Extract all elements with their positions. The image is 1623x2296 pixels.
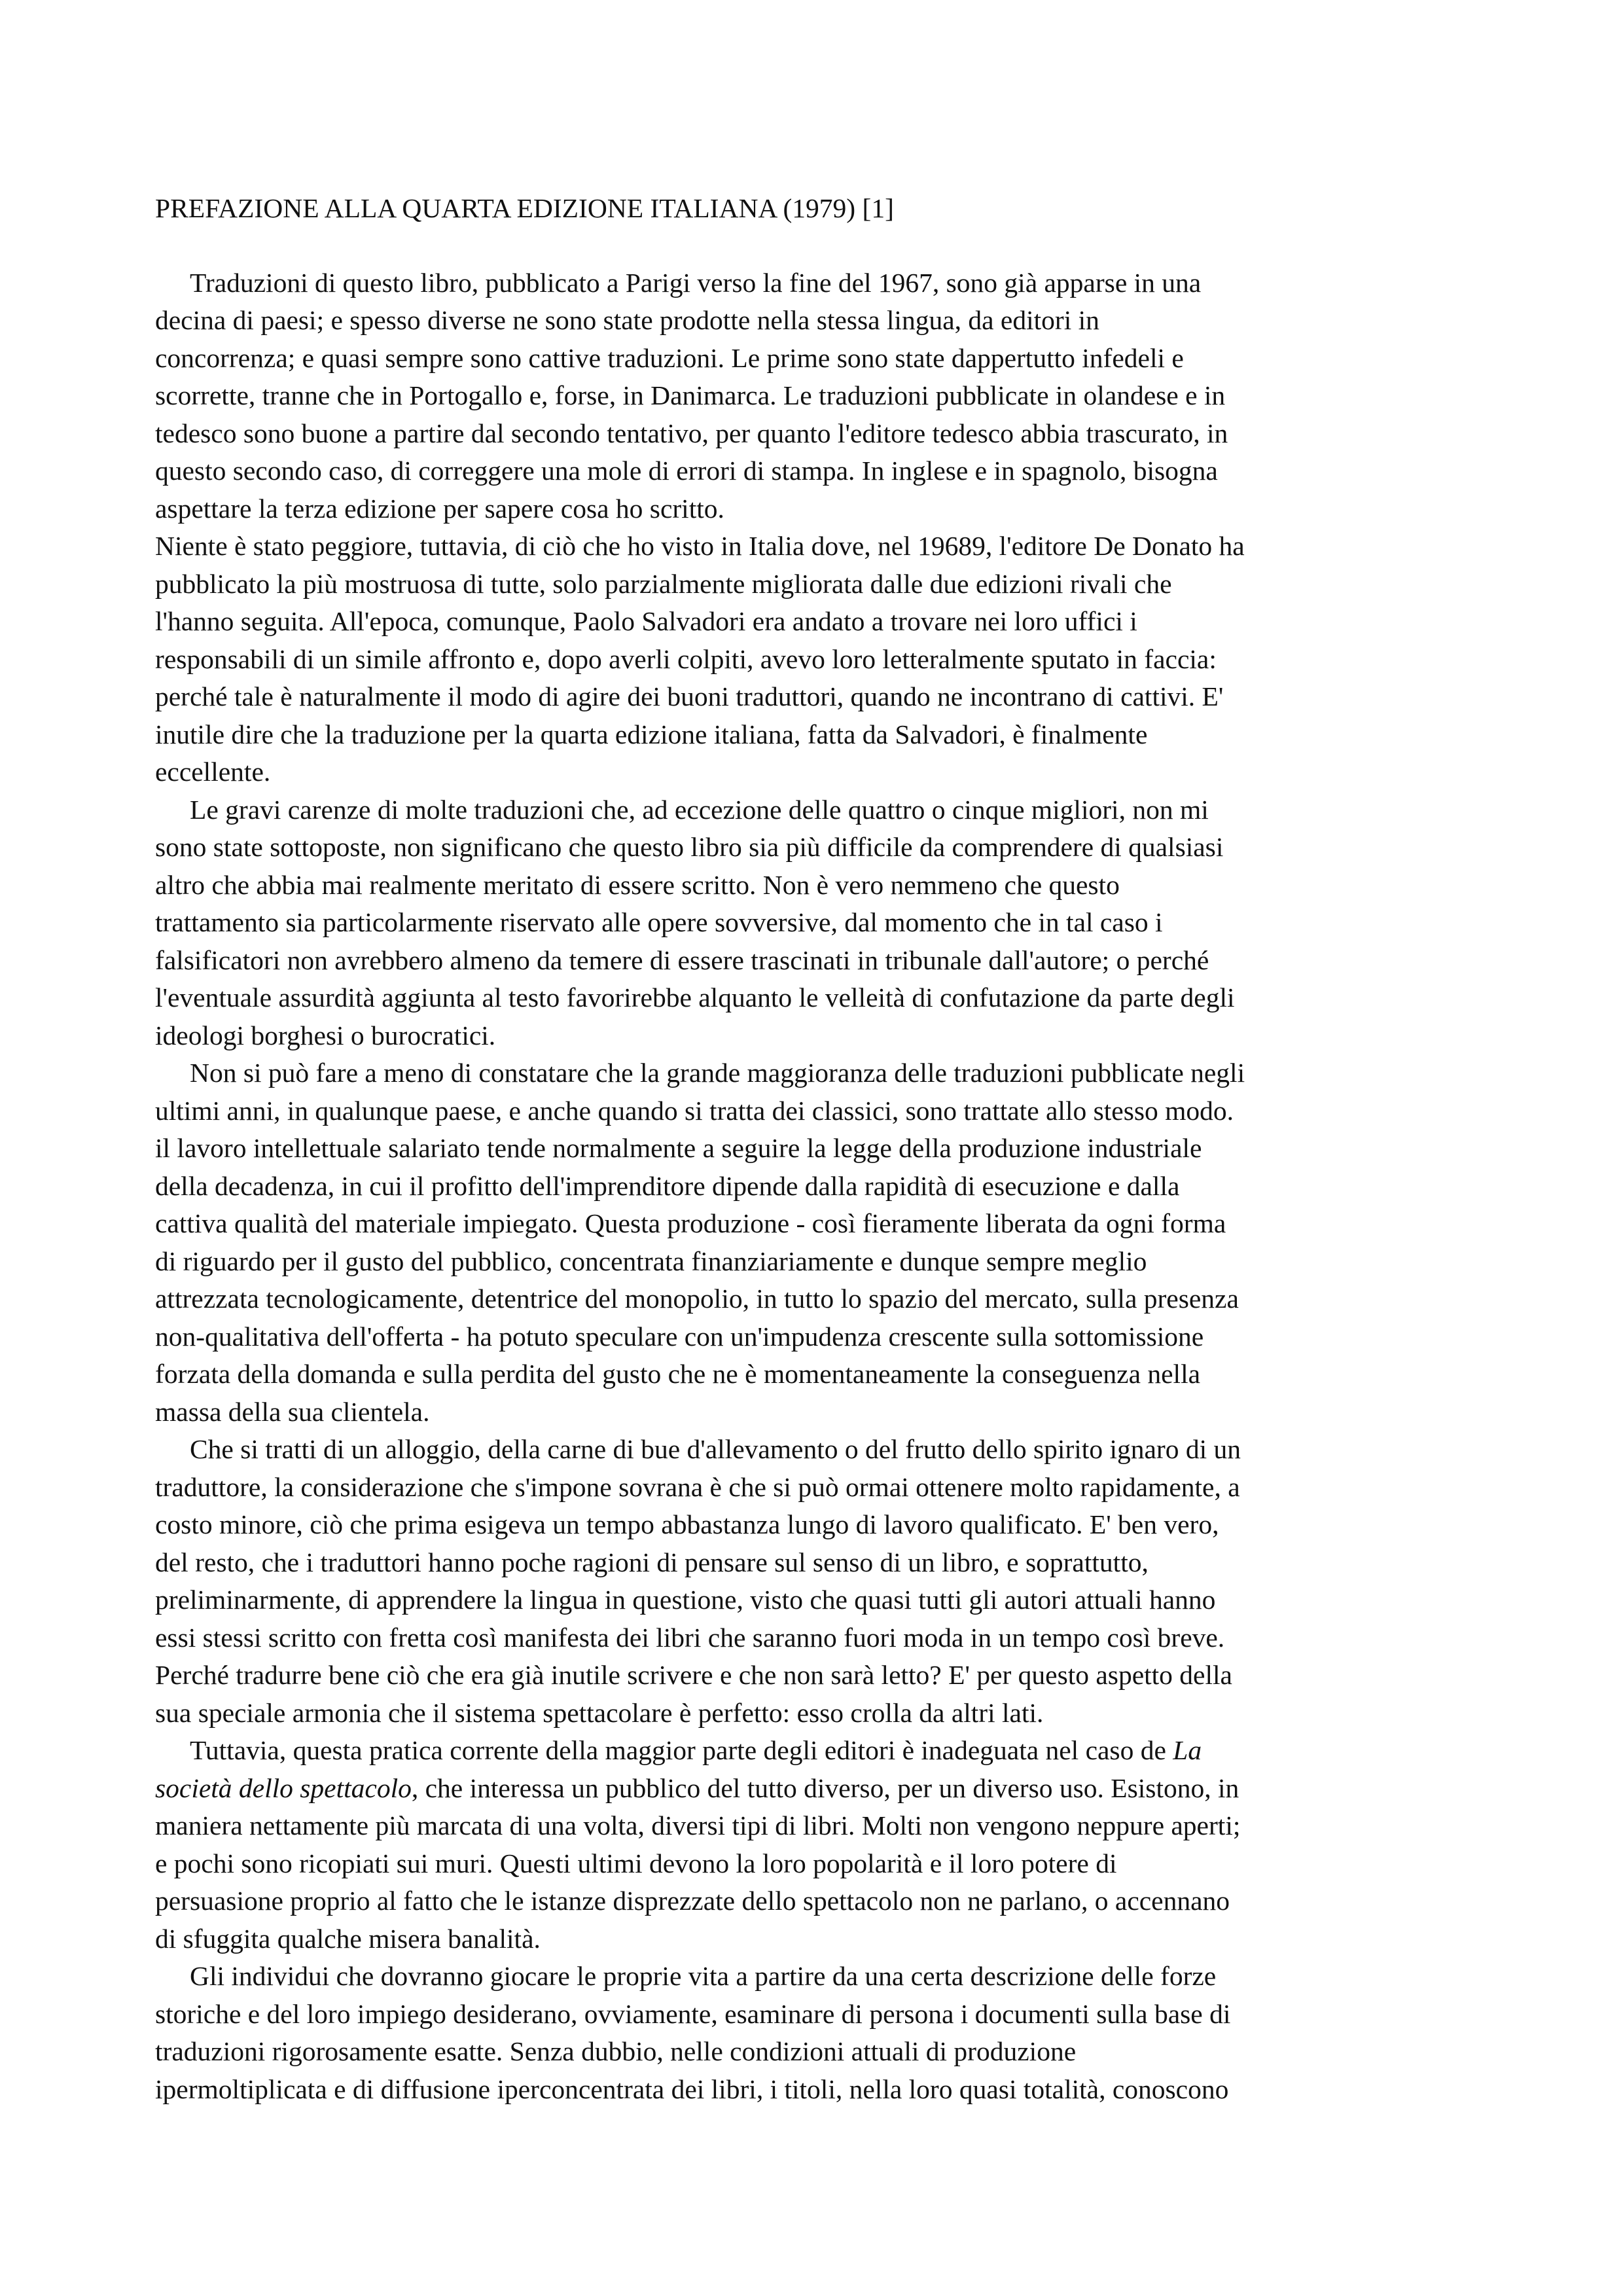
text-line: tedesco sono buone a partire dal secondo tentativo, per quanto l'editore tedesco abbia trascurato, in bbox=[155, 418, 1228, 448]
text-line: aspettare la terza edizione per sapere cosa ho scritto. bbox=[155, 493, 724, 524]
text-line: massa della sua clientela. bbox=[155, 1396, 430, 1427]
text-line: decina di paesi; e spesso diverse ne sono state prodotte nella stessa lingua, da editori in bbox=[155, 305, 1099, 335]
text-line: Tuttavia, questa pratica corrente della maggior parte degli editori è inadeguata nel caso de La bbox=[190, 1735, 1202, 1765]
text-line: altro che abbia mai realmente meritato di essere scritto. Non è vero nemmeno che questo bbox=[155, 869, 1120, 900]
text-line: essi stessi scritto con fretta così manifesta dei libri che saranno fuori moda in un tempo così breve. bbox=[155, 1622, 1225, 1653]
page-title: PREFAZIONE ALLA QUARTA EDIZIONE ITALIANA (1979) [1] bbox=[155, 193, 894, 223]
text-line: di sfuggita qualche misera banalità. bbox=[155, 1923, 541, 1954]
text-line: falsificatori non avrebbero almeno da temere di essere trascinati in tribunale dall'autore; o perché bbox=[155, 944, 1209, 975]
text-line: sua speciale armonia che il sistema spettacolare è perfetto: esso crolla da altri lati. bbox=[155, 1697, 1044, 1728]
text-line: Perché tradurre bene ciò che era già inutile scrivere e che non sarà letto? E' per questo aspetto della bbox=[155, 1660, 1232, 1690]
text-line: preliminarmente, di apprendere la lingua in questione, visto che quasi tutti gli autori attuali hanno bbox=[155, 1585, 1216, 1615]
text-line: costo minore, ciò che prima esigeva un tempo abbastanza lungo di lavoro qualificato. E' ben vero, bbox=[155, 1509, 1219, 1539]
text-line: responsabili di un simile affronto e, dopo averli colpiti, avevo loro letteralmente sputato in faccia: bbox=[155, 643, 1217, 674]
text-line: della decadenza, in cui il profitto dell'imprenditore dipende dalla rapidità di esecuzione e dalla bbox=[155, 1170, 1180, 1201]
text-line: forzata della domanda e sulla perdita del gusto che ne è momentaneamente la conseguenza nella bbox=[155, 1359, 1201, 1389]
text-line: Gli individui che dovranno giocare le proprie vita a partire da una certa descrizione delle forze bbox=[190, 1961, 1217, 1991]
text-line: concorrenza; e quasi sempre sono cattive traduzioni. Le prime sono state dappertutto infedeli e bbox=[155, 342, 1184, 373]
text-line: ipermoltiplicata e di diffusione iperconcentrata dei libri, i titoli, nella loro quasi totalità, conoscono bbox=[155, 2073, 1229, 2104]
text-line: Niente è stato peggiore, tuttavia, di ciò che ho visto in Italia dove, nel 19689, l'editore De Donato ha bbox=[155, 531, 1245, 561]
text-line: sono state sottoposte, non significano che questo libro sia più difficile da comprendere di qualsiasi bbox=[155, 832, 1224, 862]
text-line: eccellente. bbox=[155, 757, 271, 787]
text-line: perché tale è naturalmente il modo di agire dei buoni traduttori, quando ne incontrano di cattivi. E' bbox=[155, 681, 1224, 711]
text-line: attrezzata tecnologicamente, detentrice del monopolio, in tutto lo spazio del mercato, sulla presenza bbox=[155, 1283, 1239, 1314]
text-line: Traduzioni di questo libro, pubblicato a Parigi verso la fine del 1967, sono già apparse in una bbox=[190, 267, 1202, 298]
text-line: maniera nettamente più marcata di una volta, diversi tipi di libri. Molti non vengono neppure aperti; bbox=[155, 1810, 1241, 1840]
text-line: l'hanno seguita. All'epoca, comunque, Paolo Salvadori era andato a trovare nei loro uffici i bbox=[155, 606, 1137, 636]
text-line: non-qualitativa dell'offerta - ha potuto speculare con un'impudenza crescente sulla sottomissione bbox=[155, 1321, 1204, 1352]
text-line: ideologi borghesi o burocratici. bbox=[155, 1020, 496, 1050]
text-line: persuasione proprio al fatto che le istanze disprezzate dello spettacolo non ne parlano, o accennano bbox=[155, 1886, 1230, 1916]
text-line: traduzioni rigorosamente esatte. Senza dubbio, nelle condizioni attuali di produzione bbox=[155, 2036, 1077, 2066]
paragraph bbox=[155, 1958, 1487, 2108]
text-line: storiche e del loro impiego desiderano, ovviamente, esaminare di persona i documenti sulla base di bbox=[155, 1998, 1231, 2029]
paragraph bbox=[155, 528, 1487, 791]
text-line: del resto, che i traduttori hanno poche ragioni di pensare sul senso di un libro, e soprattutto, bbox=[155, 1547, 1149, 1577]
text-line: ultimi anni, in qualunque paese, e anche quando si tratta dei classici, sono trattate allo stesso modo. bbox=[155, 1095, 1234, 1126]
text-line: l'eventuale assurdità aggiunta al testo favorirebbe alquanto le velleità di confutazione da parte degli bbox=[155, 982, 1235, 1013]
text-line: cattiva qualità del materiale impiegato. Questa produzione - così fieramente liberata da ogni forma bbox=[155, 1208, 1226, 1238]
body-text bbox=[155, 264, 1487, 2109]
text-line: pubblicato la più mostruosa di tutte, solo parzialmente migliorata dalle due edizioni rivali che bbox=[155, 568, 1172, 599]
text-line: di riguardo per il gusto del pubblico, concentrata finanziariamente e dunque sempre meglio bbox=[155, 1246, 1147, 1276]
paragraph bbox=[155, 791, 1487, 1055]
text-line: Che si tratti di un alloggio, della carne di bue d'allevamento o del frutto dello spirito ignaro di un bbox=[190, 1434, 1241, 1464]
paragraph bbox=[155, 1732, 1487, 1958]
document-page bbox=[155, 190, 1487, 2108]
text-line: trattamento sia particolarmente riservato alle opere sovversive, dal momento che in tal caso i bbox=[155, 907, 1163, 937]
text-line: traduttore, la considerazione che s'impone sovrana è che si può ormai ottenere molto rapidamente, a bbox=[155, 1471, 1240, 1502]
text-line: questo secondo caso, di correggere una mole di errori di stampa. In inglese e in spagnolo, bisogna bbox=[155, 456, 1218, 486]
paragraph bbox=[155, 1054, 1487, 1431]
paragraph bbox=[155, 264, 1487, 528]
text-line: scorrette, tranne che in Portogallo e, forse, in Danimarca. Le traduzioni pubblicate in olandese e in bbox=[155, 380, 1226, 410]
text-line: il lavoro intellettuale salariato tende normalmente a seguire la legge della produzione industriale bbox=[155, 1133, 1202, 1163]
text-line: Non si può fare a meno di constatare che la grande maggioranza delle traduzioni pubblicate negli bbox=[190, 1058, 1245, 1088]
text-line: Le gravi carenze di molte traduzioni che, ad eccezione delle quattro o cinque migliori, non mi bbox=[190, 794, 1209, 825]
text-line: inutile dire che la traduzione per la quarta edizione italiana, fatta da Salvadori, è finalmente bbox=[155, 719, 1148, 749]
text-line: e pochi sono ricopiati sui muri. Questi ultimi devono la loro popolarità e il loro potere di bbox=[155, 1848, 1117, 1878]
paragraph bbox=[155, 1431, 1487, 1732]
text-line: società dello spettacolo, che interessa un pubblico del tutto diverso, per un diverso uso. Esistono, in bbox=[155, 1772, 1240, 1803]
